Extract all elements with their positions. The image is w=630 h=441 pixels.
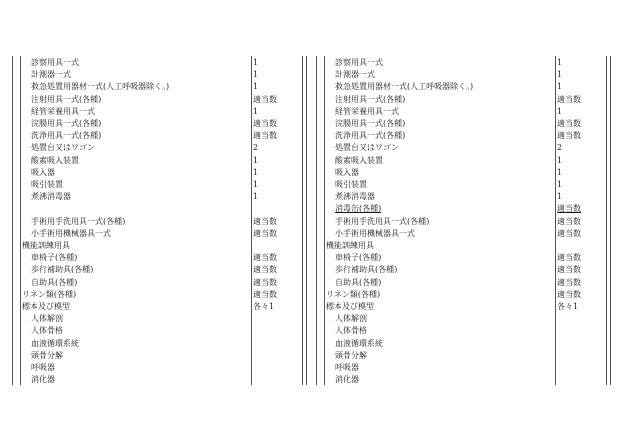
item-quantity: 適当数 xyxy=(557,253,581,263)
item-name: 注射用具一式(各種) xyxy=(31,94,102,104)
item-name: 小手術用機械器具一式 xyxy=(335,228,415,238)
item-name: リネン類(各種) xyxy=(22,289,77,299)
item-name: 車椅子(各種) xyxy=(335,253,382,263)
item-name: 診察用具一式 xyxy=(31,58,79,67)
item-quantity: 1 xyxy=(557,82,563,92)
item-name: 頭骨分解 xyxy=(31,350,63,360)
item-name: 吸引装置 xyxy=(31,180,63,189)
table-row xyxy=(22,338,302,350)
item-name: 計測器一式 xyxy=(31,70,71,80)
item-quantity: 適当数 xyxy=(253,216,277,226)
table-row xyxy=(326,264,606,276)
left-table-right-border-double xyxy=(306,56,307,385)
table-row xyxy=(22,216,302,228)
item-quantity: 適当数 xyxy=(253,253,277,263)
table-row xyxy=(22,94,302,106)
item-quantity: 適当数 xyxy=(253,94,277,104)
item-name: 車椅子(各種) xyxy=(31,253,78,263)
item-name: 煮沸消毒器 xyxy=(335,192,375,202)
table-row xyxy=(326,374,606,386)
item-quantity: 適当数 xyxy=(557,119,581,128)
right-table-inner-border xyxy=(324,56,325,385)
table-row xyxy=(22,362,302,374)
left-table-outer-border xyxy=(12,56,13,385)
item-quantity: 適当数 xyxy=(557,94,581,104)
item-quantity: 1 xyxy=(253,180,259,189)
item-name: 人体解剖 xyxy=(31,314,63,324)
item-quantity: 適当数 xyxy=(557,228,581,238)
item-name: 歩行補助具(各種) xyxy=(31,265,94,275)
item-quantity: 2 xyxy=(253,143,259,153)
item-quantity: 1 xyxy=(557,58,563,67)
item-name: 頭骨分解 xyxy=(335,350,367,360)
table-row xyxy=(22,313,302,325)
item-name: 人体骨格 xyxy=(335,326,367,336)
item-name: 標本及び模型 xyxy=(22,302,70,311)
table-row xyxy=(326,289,606,301)
item-quantity: 1 xyxy=(253,155,259,165)
table-row xyxy=(22,142,302,154)
item-quantity: 1 xyxy=(253,167,259,177)
item-name: 救急処置用器材一式(人工呼吸器除く。) xyxy=(335,82,474,92)
item-quantity: 1 xyxy=(557,106,563,116)
item-name: 経管栄養用具一式 xyxy=(335,106,399,116)
item-quantity: 適当数 xyxy=(557,131,581,141)
table-row xyxy=(22,374,302,386)
item-quantity: 適当数 xyxy=(557,289,581,299)
item-name: 人体解剖 xyxy=(335,314,367,324)
left-table-inner-border xyxy=(20,56,21,385)
item-quantity: 1 xyxy=(253,58,259,67)
item-name: 救急処置用器材一式(人工呼吸器除く。) xyxy=(31,82,170,92)
item-name: 注射用具一式(各種) xyxy=(335,94,406,104)
table-row xyxy=(22,264,302,276)
item-name: 自助具(各種) xyxy=(31,277,78,287)
table-row xyxy=(326,203,606,215)
item-quantity: 2 xyxy=(557,143,563,153)
item-quantity: 適当数 xyxy=(253,289,277,299)
item-name: 機能訓練用具 xyxy=(22,241,70,250)
item-name: 呼吸器 xyxy=(31,363,55,372)
item-quantity: 1 xyxy=(557,167,563,177)
item-name: 手術用手洗用具一式(各種) xyxy=(335,216,430,226)
table-row xyxy=(326,57,606,69)
table-row xyxy=(22,301,302,313)
table-row xyxy=(326,191,606,203)
item-quantity: 1 xyxy=(253,192,259,202)
item-name: 消化器 xyxy=(31,375,55,385)
table-row xyxy=(326,216,606,228)
item-name: 吸引装置 xyxy=(335,180,367,189)
item-name: 吸入器 xyxy=(335,167,359,177)
item-quantity: 適当数 xyxy=(557,277,581,287)
item-name: 標本及び模型 xyxy=(326,302,374,311)
table-row xyxy=(326,313,606,325)
table-row xyxy=(22,106,302,118)
item-quantity: 1 xyxy=(253,106,259,116)
item-quantity: 適当数 xyxy=(253,119,277,128)
table-row xyxy=(326,277,606,289)
item-quantity: 各々1 xyxy=(253,302,275,311)
item-name: 呼吸器 xyxy=(335,363,359,372)
item-quantity: 適当数 xyxy=(557,204,581,214)
table-row xyxy=(326,130,606,142)
item-quantity: 1 xyxy=(557,180,563,189)
item-name: 処置台又はワゴン xyxy=(31,143,95,153)
item-name: 機能訓練用具 xyxy=(326,241,374,250)
table-row xyxy=(22,350,302,362)
table-row xyxy=(326,69,606,81)
right-table-right-border xyxy=(606,56,607,385)
item-name: 洗浄用具一式(各種) xyxy=(335,131,406,141)
item-name: 自助具(各種) xyxy=(335,277,382,287)
table-row xyxy=(22,57,302,69)
table-row xyxy=(22,252,302,264)
item-name: 人体骨格 xyxy=(31,326,63,336)
table-row xyxy=(22,69,302,81)
table-row xyxy=(326,179,606,191)
item-name: 血液循環系統 xyxy=(335,338,383,348)
right-table-right-border-double xyxy=(610,56,611,385)
item-quantity: 適当数 xyxy=(557,216,581,226)
item-quantity: 1 xyxy=(253,82,259,92)
item-name: 酸素吸入装置 xyxy=(31,155,79,165)
item-quantity: 適当数 xyxy=(253,277,277,287)
item-name: 計測器一式 xyxy=(335,70,375,80)
table-row xyxy=(22,325,302,337)
item-quantity: 適当数 xyxy=(253,131,277,141)
item-quantity: 適当数 xyxy=(253,228,277,238)
item-name: 煮沸消毒器 xyxy=(31,192,71,202)
table-row xyxy=(22,130,302,142)
item-name: 診察用具一式 xyxy=(335,58,383,67)
table-row xyxy=(326,301,606,313)
item-quantity: 1 xyxy=(557,70,563,80)
item-name: 手術用手洗用具一式(各種) xyxy=(31,216,126,226)
table-row xyxy=(22,228,302,240)
item-name: 浣腸用具一式(各種) xyxy=(335,119,406,128)
item-quantity: 適当数 xyxy=(253,265,277,275)
item-name: 処置台又はワゴン xyxy=(335,143,399,153)
item-quantity: 各々1 xyxy=(557,302,579,311)
item-quantity: 適当数 xyxy=(557,265,581,275)
table-row xyxy=(22,118,302,130)
item-quantity: 1 xyxy=(557,155,563,165)
table-row xyxy=(22,240,302,252)
right-table-outer-border xyxy=(316,56,317,385)
table-row xyxy=(326,362,606,374)
item-quantity: 1 xyxy=(557,192,563,202)
left-table-right-border xyxy=(302,56,303,385)
item-name: 経管栄養用具一式 xyxy=(31,106,95,116)
table-row xyxy=(326,228,606,240)
table-row xyxy=(326,142,606,154)
table-row xyxy=(22,277,302,289)
table-row xyxy=(326,81,606,93)
table-row xyxy=(22,289,302,301)
table-row xyxy=(326,240,606,252)
table-row xyxy=(22,203,302,215)
table-row xyxy=(326,118,606,130)
table-row xyxy=(22,155,302,167)
item-name: 消化器 xyxy=(335,375,359,385)
item-name: リネン類(各種) xyxy=(326,289,381,299)
table-row xyxy=(326,325,606,337)
item-name: 消毒缶(各種) xyxy=(335,204,382,214)
table-row xyxy=(326,155,606,167)
table-row xyxy=(326,167,606,179)
table-row xyxy=(22,167,302,179)
item-quantity: 1 xyxy=(253,70,259,80)
item-name: 浣腸用具一式(各種) xyxy=(31,119,102,128)
table-row xyxy=(326,106,606,118)
item-name: 洗浄用具一式(各種) xyxy=(31,131,102,141)
table-row xyxy=(22,81,302,93)
table-row xyxy=(326,350,606,362)
item-name: 酸素吸入装置 xyxy=(335,155,383,165)
item-name: 歩行補助具(各種) xyxy=(335,265,398,275)
item-name: 血液循環系統 xyxy=(31,338,79,348)
table-row xyxy=(22,179,302,191)
table-row xyxy=(326,94,606,106)
item-name: 小手術用機械器具一式 xyxy=(31,228,111,238)
table-row xyxy=(22,191,302,203)
item-name: 吸入器 xyxy=(31,167,55,177)
table-row xyxy=(326,338,606,350)
table-row xyxy=(326,252,606,264)
